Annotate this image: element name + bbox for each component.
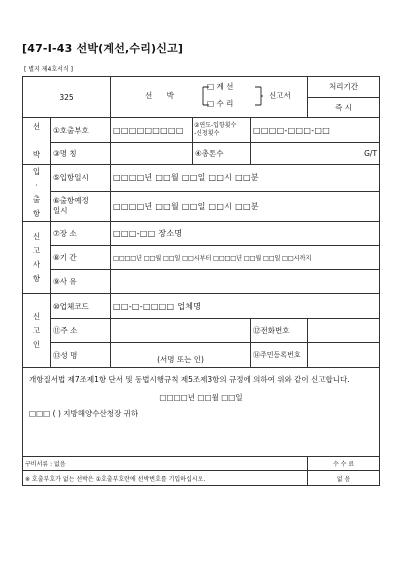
declaration-block (23, 368, 380, 457)
reason-field[interactable] (111, 270, 380, 294)
tonnage-field[interactable]: G/T (251, 143, 380, 165)
ship-name-field[interactable] (111, 143, 193, 165)
company-code-label: ⑩업체코드 (51, 294, 111, 319)
ship-word: 선 박 (145, 91, 180, 100)
resident-no-label: ⑭주민등록번호 (251, 343, 308, 368)
ship-name-label: ③명 칭 (51, 143, 111, 165)
call-sign-label: ①호출부호 (51, 118, 111, 143)
processing-period-value: 즉 시 (308, 97, 380, 118)
year-entry-label (193, 118, 251, 143)
place-field[interactable]: □□□-□□ 장소명 (111, 222, 380, 246)
fee-value: 없 음 (308, 471, 380, 486)
document-number: 325 (23, 77, 111, 118)
section-reporter-label: 신 고 인 (32, 311, 41, 349)
departure-label (51, 191, 111, 221)
tonnage-label: ④총톤수 (193, 143, 251, 165)
place-label: ⑦장 소 (51, 222, 111, 246)
section-port (23, 165, 51, 222)
signature-hint: (서명 또는 인) (157, 355, 204, 364)
year-entry-field[interactable]: □□□□-□□□-□□ (251, 118, 380, 143)
required-documents: 구비서류 : 없음 (23, 457, 308, 471)
phone-label: ⑫전화번호 (251, 319, 308, 343)
reason-label: ⑨사 유 (51, 270, 111, 294)
period-field[interactable]: □□□□년 □□월 □□일 □□시부터 □□□□년 □□월 □□일 □□시까지 (111, 246, 380, 270)
call-sign-note: ※ 호출부호가 없는 선박은 ①호출부호란에 선박번호를 기입하십시오. (23, 471, 308, 486)
form-number: [ 별지 제4호서식 ] (24, 66, 73, 73)
name-field[interactable] (111, 343, 251, 368)
departure-label-text: ⑥출항예정 일시 (53, 196, 89, 216)
fee-label: 수 수 료 (308, 457, 380, 471)
call-sign-field[interactable]: □□□□□□□□□ (111, 118, 193, 143)
option-moor-checkbox[interactable]: □ 계 선 (207, 82, 234, 91)
report-form-table (22, 76, 380, 486)
year-entry-label-text: ②연도-입항횟수 -신청횟수 (194, 122, 237, 137)
form-title: [47-Ⅰ-43 선박(계선,수리)신고] (22, 42, 184, 55)
declaration-date[interactable]: □□□□년 □□월 □□일 (159, 393, 243, 402)
section-report (23, 222, 51, 294)
report-word: 신고서 (269, 91, 291, 100)
section-ship-label: 선 박 (32, 122, 41, 159)
departure-field[interactable]: □□□□년 □□월 □□일 □□시 □□분 (111, 191, 380, 221)
declaration-recipient: □□□ ( ) 지방해양수산청장 귀하 (29, 409, 139, 418)
resident-no-field[interactable] (308, 343, 380, 368)
section-report-label: 신 고 사 항 (32, 231, 41, 283)
address-field[interactable] (111, 319, 251, 343)
address-label: ⑪주 소 (51, 319, 111, 343)
entry-date-label: ⑤입항일시 (51, 165, 111, 192)
name-label: ⑬성 명 (51, 343, 111, 368)
period-label: ⑧기 간 (51, 246, 111, 270)
form-kind-header (111, 77, 308, 118)
option-repair-checkbox[interactable]: □ 수 리 (207, 99, 234, 108)
declaration-text: 개항질서법 제7조제1항 단서 및 동법시행규칙 제5조제3항의 규정에 의하여 위와 같이 신고합니다. (29, 375, 350, 384)
section-port-label: 입 · 출 항 (32, 167, 41, 218)
section-reporter (23, 294, 51, 368)
company-code-field[interactable]: □□-□-□□□□ 업체명 (111, 294, 380, 319)
entry-date-field[interactable]: □□□□년 □□월 □□일 □□시 □□분 (111, 165, 380, 192)
processing-period-label: 처리기간 (308, 77, 380, 98)
section-ship (23, 118, 51, 165)
phone-field[interactable] (308, 319, 380, 343)
